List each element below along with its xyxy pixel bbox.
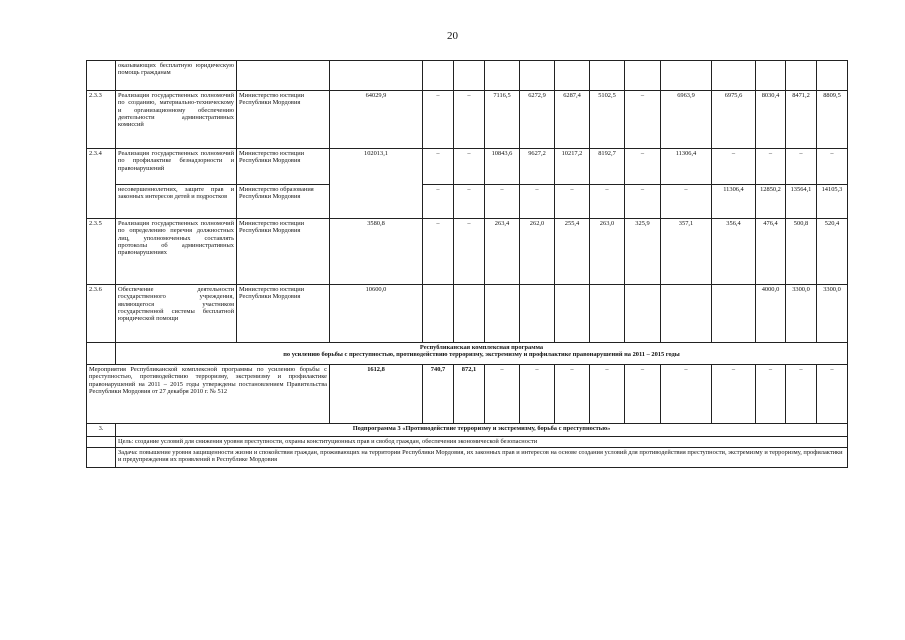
total-cell: 102013,1 xyxy=(330,149,423,219)
value-cell: 6287,4 xyxy=(555,91,590,149)
value-cell xyxy=(786,61,817,91)
description-cell: несовершеннолетних, защите прав и законных интересов детей и подростков xyxy=(116,185,237,219)
total-cell: 1612,8 xyxy=(330,365,423,424)
row-number-cell: 2.3.5 xyxy=(87,219,116,285)
task-cell: Задача: повышение уровня защищенности жизни и спокойствия граждан, проживающих на территории Республики Мордовия, их законных прав и интересов на основе создания условий для противодействия преступности, экстремизму и терроризму, профилактики и предупреждения их проявлений в Республике Мордовия xyxy=(116,448,848,468)
table-row xyxy=(87,91,848,149)
value-cell xyxy=(817,61,848,91)
value-cell: 3300,0 xyxy=(817,285,848,343)
value-cell: – xyxy=(625,91,661,149)
program-title-cell xyxy=(116,343,848,365)
task-row xyxy=(87,448,848,468)
value-cell: – xyxy=(817,365,848,424)
value-cell: 13564,1 xyxy=(786,185,817,219)
row-number-cell xyxy=(87,61,116,91)
table-row xyxy=(87,185,848,219)
program-row xyxy=(87,365,848,424)
value-cell xyxy=(423,61,454,91)
value-cell: 255,4 xyxy=(555,219,590,285)
value-cell xyxy=(485,285,520,343)
value-cell: – xyxy=(454,185,485,219)
table-row xyxy=(87,149,848,185)
value-cell: 11306,4 xyxy=(661,149,712,185)
value-cell: 500,8 xyxy=(786,219,817,285)
row-number-cell: 2.3.6 xyxy=(87,285,116,343)
goal-row xyxy=(87,437,848,448)
value-cell xyxy=(661,61,712,91)
value-cell xyxy=(712,61,756,91)
row-number-cell xyxy=(87,437,116,448)
total-cell xyxy=(330,61,423,91)
value-cell: 8809,5 xyxy=(817,91,848,149)
organization-cell: Министерство юстиции Республики Мордовия xyxy=(237,149,330,185)
value-cell xyxy=(590,285,625,343)
value-cell: – xyxy=(485,185,520,219)
value-cell xyxy=(590,61,625,91)
value-cell: – xyxy=(756,149,786,185)
value-cell xyxy=(712,285,756,343)
table-row xyxy=(87,219,848,285)
program-title-line2: по усилению борьбы с преступностью, противодействию терроризму, экстремизму и профилактике правонарушений на 2011 – 2015 годы xyxy=(283,351,680,359)
value-cell: 7116,5 xyxy=(485,91,520,149)
budget-table xyxy=(86,60,848,468)
value-cell: 8192,7 xyxy=(590,149,625,185)
value-cell: 520,4 xyxy=(817,219,848,285)
value-cell: – xyxy=(625,365,661,424)
total-cell: 64029,9 xyxy=(330,91,423,149)
value-cell: 14105,3 xyxy=(817,185,848,219)
value-cell: 6963,9 xyxy=(661,91,712,149)
value-cell: 10843,6 xyxy=(485,149,520,185)
value-cell: – xyxy=(423,149,454,185)
goal-cell: Цель: создание условий для снижения уровня преступности, охраны конституционных прав и свобод граждан, обеспечения экономической безопасности xyxy=(116,437,848,448)
value-cell: 9627,2 xyxy=(520,149,555,185)
value-cell: – xyxy=(423,219,454,285)
value-cell: 263,4 xyxy=(485,219,520,285)
value-cell: – xyxy=(661,365,712,424)
value-cell: 356,4 xyxy=(712,219,756,285)
value-cell: 872,1 xyxy=(454,365,485,424)
subprogram-number-cell: 3. xyxy=(87,424,116,437)
row-number-cell xyxy=(87,343,116,365)
value-cell xyxy=(454,285,485,343)
value-cell: 4000,0 xyxy=(756,285,786,343)
value-cell: – xyxy=(520,365,555,424)
value-cell: 12850,2 xyxy=(756,185,786,219)
subprogram-title-cell: Подпрограмма 3 «Противодействие терроризму и экстремизму, борьба с преступностью» xyxy=(116,424,848,437)
value-cell: – xyxy=(817,149,848,185)
value-cell: – xyxy=(712,365,756,424)
value-cell xyxy=(555,285,590,343)
value-cell: 262,0 xyxy=(520,219,555,285)
row-number-cell: 2.3.3 xyxy=(87,91,116,149)
value-cell: 357,1 xyxy=(661,219,712,285)
table-row xyxy=(87,285,848,343)
value-cell xyxy=(520,61,555,91)
value-cell: 325,9 xyxy=(625,219,661,285)
value-cell: – xyxy=(590,365,625,424)
description-cell: Реализация государственных полномочий по определению перечня должностных лиц, уполномоченных составлять протоколы об административных правонарушениях xyxy=(116,219,237,285)
value-cell xyxy=(555,61,590,91)
value-cell: 10217,2 xyxy=(555,149,590,185)
table-row xyxy=(87,61,848,91)
subprogram-row xyxy=(87,424,848,437)
value-cell: – xyxy=(712,149,756,185)
total-cell: 10600,0 xyxy=(330,285,423,343)
description-cell: Реализация государственных полномочий по профилактике безнадзорности и правонарушений xyxy=(116,149,237,185)
value-cell: 6975,6 xyxy=(712,91,756,149)
value-cell xyxy=(454,61,485,91)
value-cell xyxy=(423,285,454,343)
organization-cell: Министерство образования Республики Мордовия xyxy=(237,185,330,219)
value-cell: – xyxy=(454,91,485,149)
organization-cell: Министерство юстиции Республики Мордовия xyxy=(237,285,330,343)
value-cell: – xyxy=(454,149,485,185)
value-cell: 8471,2 xyxy=(786,91,817,149)
program-description-cell: Мероприятия Республиканской комплексной программы по усилению борьбы с преступностью, противодействию терроризму, экстремизму и профилактике правонарушений на 2011 – 2015 годы утверждены постановлением Правительства Республики Мордовия от 27 декабря 2010 г. № 512 xyxy=(87,365,330,424)
value-cell: – xyxy=(555,185,590,219)
value-cell: 3300,0 xyxy=(786,285,817,343)
value-cell: – xyxy=(786,149,817,185)
value-cell xyxy=(520,285,555,343)
value-cell: – xyxy=(661,185,712,219)
program-title-line1: Республиканская комплексная программа xyxy=(419,344,544,351)
value-cell: – xyxy=(454,219,485,285)
row-number-cell xyxy=(87,448,116,468)
value-cell: 263,0 xyxy=(590,219,625,285)
value-cell: – xyxy=(423,185,454,219)
value-cell xyxy=(756,61,786,91)
value-cell xyxy=(625,61,661,91)
value-cell: 476,4 xyxy=(756,219,786,285)
value-cell xyxy=(485,61,520,91)
value-cell: – xyxy=(625,149,661,185)
value-cell: – xyxy=(423,91,454,149)
value-cell xyxy=(625,285,661,343)
organization-cell: Министерство юстиции Республики Мордовия xyxy=(237,91,330,149)
organization-cell: Министерство юстиции Республики Мордовия xyxy=(237,219,330,285)
row-number-cell: 2.3.4 xyxy=(87,149,116,219)
total-cell: 3580,8 xyxy=(330,219,423,285)
value-cell: – xyxy=(756,365,786,424)
value-cell: 5102,5 xyxy=(590,91,625,149)
program-header-row xyxy=(87,343,848,365)
value-cell: – xyxy=(520,185,555,219)
value-cell: 6272,9 xyxy=(520,91,555,149)
value-cell: – xyxy=(555,365,590,424)
page-number: 20 xyxy=(447,30,458,42)
value-cell: 11306,4 xyxy=(712,185,756,219)
value-cell xyxy=(661,285,712,343)
value-cell: – xyxy=(590,185,625,219)
value-cell: – xyxy=(485,365,520,424)
value-cell: – xyxy=(625,185,661,219)
description-cell: Реализация государственных полномочий по созданию, материально-техническому и организационному обеспечению деятельности административных комиссий xyxy=(116,91,237,149)
value-cell: 8030,4 xyxy=(756,91,786,149)
value-cell: 740,7 xyxy=(423,365,454,424)
description-cell: оказывающих бесплатную юридическую помощь гражданам xyxy=(116,61,237,91)
organization-cell xyxy=(237,61,330,91)
description-cell: Обеспечение деятельности государственного учреждения, являющегося участником государственной системы бесплатной юридической помощи xyxy=(116,285,237,343)
value-cell: – xyxy=(786,365,817,424)
